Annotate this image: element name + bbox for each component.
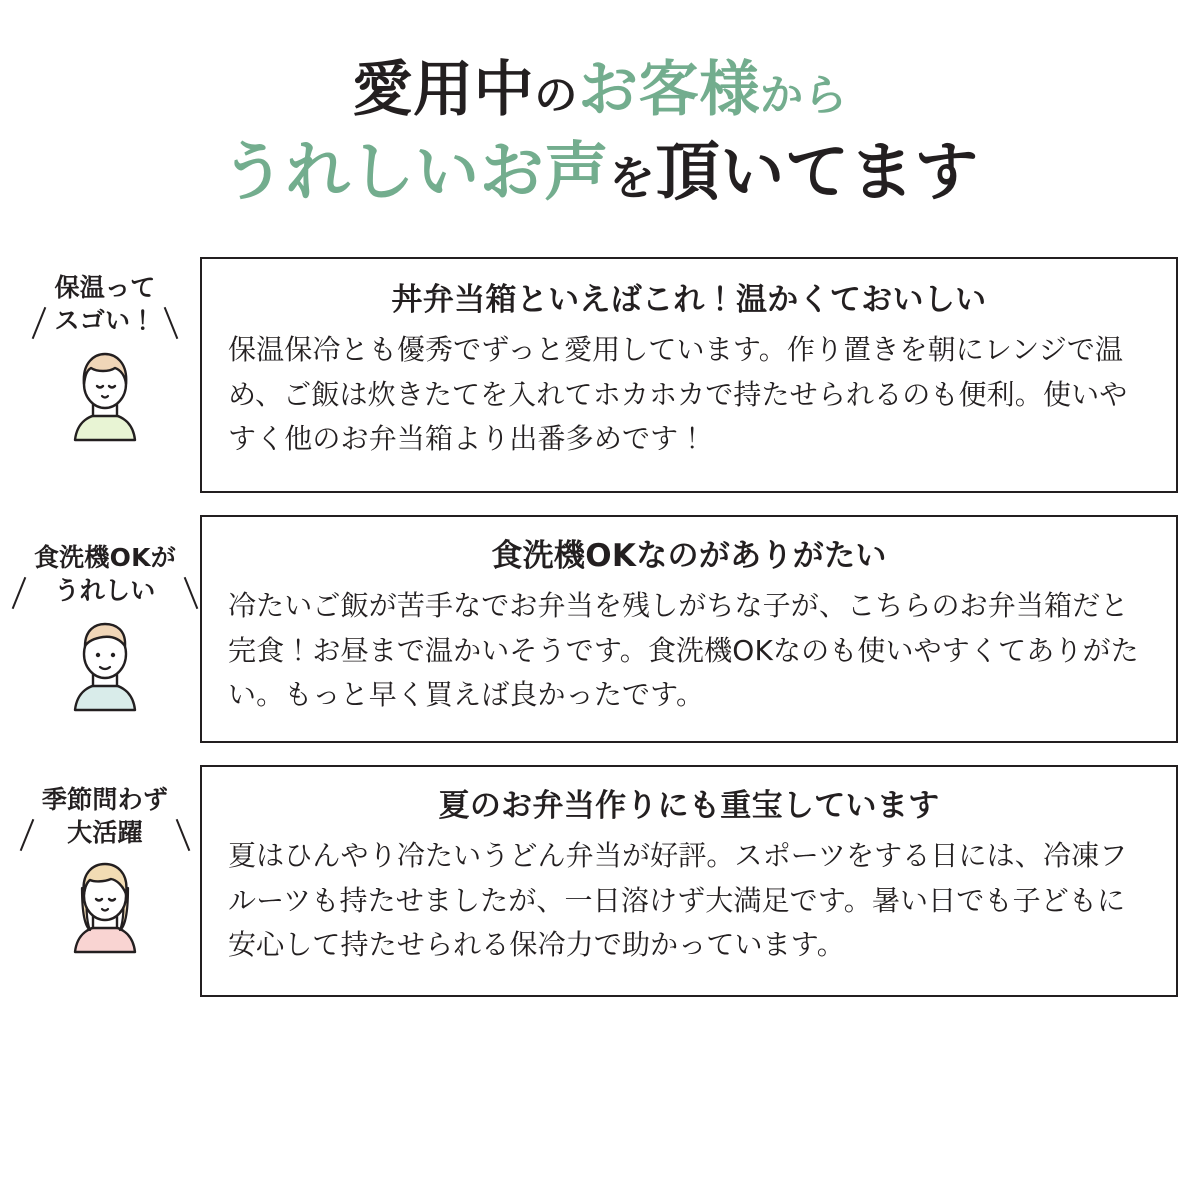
review-card (200, 257, 1178, 493)
review-body: 夏はひんやり冷たいうどん弁当が好評。スポーツをする日には、冷凍フルーツも持たせましたが、一日溶けず大満足です。暑い日でも子どもに安心して持たせられる保冷力で助かっています。 (228, 839, 1128, 961)
review-body: 保温保冷とも優秀でずっと愛用しています。作り置きを朝にレンジで温め、ご飯は炊きたてを入れてホカホカで持たせられるのも便利。使いやすく他のお弁当箱より出番多めです！ (228, 333, 1128, 455)
avatar-woman-long-hair (59, 858, 151, 958)
review-list (0, 257, 1200, 997)
review-badge (16, 541, 194, 608)
headline-segment-7: 頂いてます (655, 135, 979, 210)
headline-line-2 (0, 133, 1200, 215)
review-aside (10, 765, 200, 958)
headline-segment-1: 愛用中 (352, 55, 535, 125)
review-title: 夏のお弁当作りにも重宝しています (438, 787, 940, 824)
review-badge-line-2: うれしい (54, 576, 156, 606)
review-aside (10, 257, 200, 446)
page-title (0, 0, 1200, 215)
review-aside (10, 515, 200, 716)
review-item (10, 515, 1178, 743)
avatar-man-short-hair (59, 616, 151, 716)
avatar-woman-bob (59, 346, 151, 446)
headline-segment-4: から (760, 71, 848, 121)
headline-segment-2: の (534, 71, 579, 121)
headline-line-1 (0, 52, 1200, 129)
review-badge-line-1: 保温って (54, 272, 156, 302)
review-card (200, 765, 1178, 997)
headline-segment-6: を (608, 150, 656, 205)
review-item (10, 765, 1178, 997)
review-badge (36, 271, 173, 338)
review-title: 食洗機OKなのがありがたい (491, 537, 887, 574)
review-badge (24, 783, 186, 850)
review-body: 冷たいご飯が苦手なでお弁当を残しがちな子が、こちらのお弁当箱だと完食！お昼まで温かいそうです。食洗機OKなのも使いやすくてありがたい。もっと早く買えば良かったです。 (228, 589, 1139, 711)
review-title: 丼弁当箱といえばこれ！温かくておいしい (391, 281, 987, 318)
headline-segment-3: お客様 (578, 55, 760, 125)
review-item (10, 257, 1178, 493)
review-card (200, 515, 1178, 743)
review-badge-line-1: 食洗機OKが (33, 542, 177, 572)
review-badge-line-1: 季節問わず (41, 784, 169, 814)
review-badge-line-2: 大活躍 (67, 818, 143, 848)
review-badge-line-2: スゴい！ (54, 306, 156, 336)
headline-segment-5: うれしいお声 (221, 135, 609, 210)
